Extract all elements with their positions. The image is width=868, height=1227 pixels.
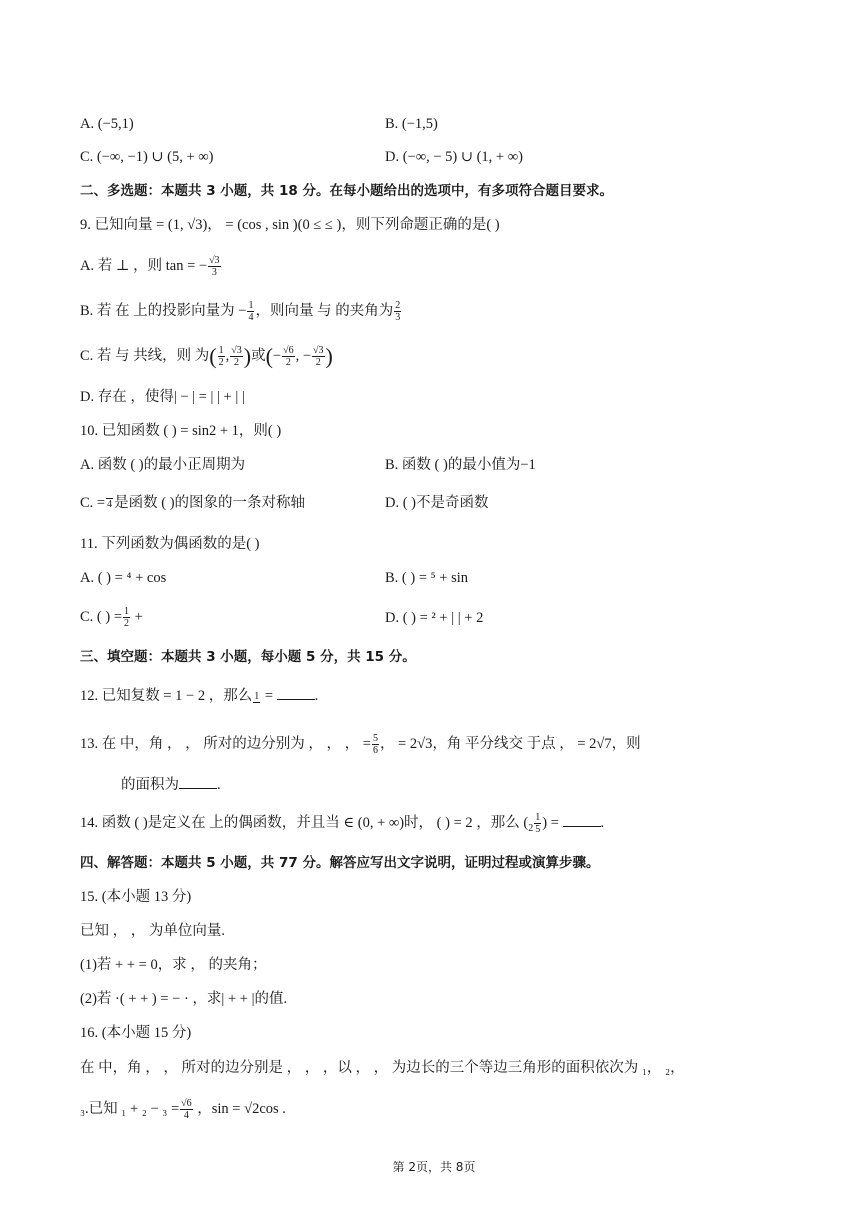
denominator: 6 xyxy=(372,745,378,756)
q9-c-frac-1 xyxy=(218,345,225,368)
numerator: 1 xyxy=(535,812,541,824)
q11-option-c-text: C. ( ) = xyxy=(80,608,123,625)
denominator: 4 xyxy=(183,1110,189,1121)
q9-option-b-text: B. 若 在 上的投影向量为 − xyxy=(80,302,247,319)
numerator: 1 xyxy=(124,606,130,617)
q13-line-1 xyxy=(80,733,641,756)
q9-c-frac-2 xyxy=(230,345,243,368)
numerator: √3 xyxy=(313,345,324,356)
q13-line-2 xyxy=(121,774,221,795)
q10-option-d: D. ( )不是奇函数 xyxy=(385,495,489,511)
q8-option-a: A. (−5,1) xyxy=(80,116,134,132)
section-heading-multiple-choice: 二、多选题：本题共 3 小题，共 18 分。在每小题给出的选项中，有多项符合题目要求。 xyxy=(80,183,613,199)
q11-option-c-fraction xyxy=(123,606,130,629)
denominator: 4 xyxy=(107,498,113,510)
denominator: 3 xyxy=(395,312,401,323)
denominator: 2 xyxy=(218,357,224,368)
section-heading-answers: 四、解答题：本题共 5 小题，共 77 分。解答应写出文字说明，证明过程或演算步骤。 xyxy=(80,855,600,871)
q16-title: 16. (本小题 15 分) xyxy=(80,1025,192,1041)
q9-option-a-fraction xyxy=(208,255,221,278)
q16-fraction xyxy=(180,1098,193,1121)
q14-log-base: 2 xyxy=(528,822,534,834)
denominator: 2 xyxy=(124,618,130,629)
q15-title: 15. (本小题 13 分) xyxy=(80,889,192,905)
q13-answer-blank xyxy=(179,774,217,789)
q9-stem: 9. 已知向量 = (1, √3)， = (cos , sin )(0 ≤ ≤ )，则下列命题正确的是( ) xyxy=(80,217,500,233)
q13-text-end: . xyxy=(217,777,221,793)
q11-option-d: D. ( ) = ² + | | + 2 xyxy=(385,610,484,626)
q12-fraction xyxy=(253,691,260,703)
q16-text-post: ，sin = √2cos . xyxy=(193,1100,286,1117)
q9-c-frac-3 xyxy=(282,345,295,368)
q16-line-2 xyxy=(80,1098,286,1121)
section-heading-fill-in: 三、填空题：本题共 3 小题，每小题 5 分，共 15 分。 xyxy=(80,649,416,665)
q9-option-a xyxy=(80,255,222,278)
q9-option-c-or: 或 xyxy=(251,347,266,364)
q10-option-c-fraction xyxy=(106,498,113,510)
q10-stem: 10. 已知函数 ( ) = sin2 + 1，则( ) xyxy=(80,423,282,439)
q15-line-1: 已知 ， ， 为单位向量. xyxy=(80,923,225,939)
q14-text: 14. 函数 ( )是定义在 上的偶函数，并且当 ∈ (0, + ∞)时， ( ) = 2 ，那么 ( xyxy=(80,815,529,831)
q14-text-post: ) = xyxy=(542,815,563,831)
q14-answer-blank xyxy=(563,812,601,827)
q16-line-1: 在 中，角 ， ， 所对的边分别是 ， ， ，以 ， ， 为边长的三个等边三角形的面积依次为 ₁， ₂， xyxy=(80,1060,685,1076)
numerator: √3 xyxy=(209,255,220,266)
q8-option-d: D. (−∞, − 5) ∪ (1, + ∞) xyxy=(385,149,523,165)
q13-fraction xyxy=(372,733,379,756)
q9-option-b-fraction-1 xyxy=(247,300,254,323)
q13-line-2-text: 的面积为 xyxy=(121,777,179,793)
q10-option-a: A. 函数 ( )的最小正周期为 xyxy=(80,457,246,473)
denominator: 2 xyxy=(285,357,291,368)
numerator: √6 xyxy=(181,1098,192,1109)
q12-text-post: = xyxy=(261,688,277,704)
numerator: √6 xyxy=(283,345,294,356)
numerator: 1 xyxy=(254,690,260,702)
q12-text-end: . xyxy=(314,688,319,704)
q10-option-c xyxy=(80,493,305,513)
q10-option-c-text-post: 是函数 ( )的图象的一条对称轴 xyxy=(114,495,306,511)
numerator: 2 xyxy=(395,300,401,311)
denominator: 5 xyxy=(535,824,541,836)
q14 xyxy=(80,812,604,839)
numerator: 1 xyxy=(218,345,224,356)
q9-option-c-text: C. 若 与 共线，则 为 xyxy=(80,347,210,364)
q9-option-a-text: A. 若 ⊥ ，则 tan = − xyxy=(80,257,208,274)
q9-option-b-text-mid: ，则向量 与 的夹角为 xyxy=(255,302,394,319)
q10-option-b: B. 函数 ( )的最小值为−1 xyxy=(385,457,536,473)
q16-text: ₃.已知 ₁ + ₂ − ₃ = xyxy=(80,1100,180,1117)
denominator: 4 xyxy=(248,312,254,323)
q9-option-b-fraction-2 xyxy=(394,300,401,323)
page-footer: 第 2页，共 8页 xyxy=(392,1160,476,1174)
q9-option-d: D. 存在 ，使得| − | = | | + | | xyxy=(80,389,245,405)
denominator: 3 xyxy=(211,267,217,278)
q13-text: 13. 在 中，角 ， ， 所对的边分别为 ， ， ， = xyxy=(80,735,371,752)
numerator: 5 xyxy=(372,733,378,744)
q13-text-mid: ， = 2√3，角 平分线交 于点 ， = 2√7，则 xyxy=(379,735,641,752)
q14-text-end: . xyxy=(600,815,605,831)
q9-option-c: C. 若 与 共线，则 为( $\frac{1}{2}$ , $\frac{√3}{2}$ )或(− $\frac{√6}{2}$ , − $\frac{√3}{2}$ ) xyxy=(80,343,333,369)
denominator: 2 xyxy=(315,357,321,368)
q14-fraction xyxy=(534,812,541,835)
paren-close: ) xyxy=(243,343,252,369)
q11-option-a: A. ( ) = ⁴ + cos xyxy=(80,570,167,586)
q9-option-b xyxy=(80,300,402,323)
numerator: √3 xyxy=(231,345,242,356)
numerator: 1 xyxy=(248,300,254,311)
paren-close: ) xyxy=(325,343,333,369)
q12-answer-blank xyxy=(277,685,315,700)
q15-line-2: (1)若 + + = 0，求 ， 的夹角； xyxy=(80,957,267,973)
q11-option-b: B. ( ) = ⁵ + sin xyxy=(385,570,469,586)
q9-c-frac-4 xyxy=(312,345,325,368)
q11-stem: 11. 下列函数为偶函数的是( ) xyxy=(80,536,260,552)
q11-option-c xyxy=(80,606,143,629)
denominator: 2 xyxy=(234,357,239,368)
q12-text: 12. 已知复数 = 1 − 2 ，那么 xyxy=(80,688,253,704)
q8-option-b: B. (−1,5) xyxy=(385,116,438,132)
q11-option-c-text-post: + xyxy=(131,608,143,625)
paren-open: ( xyxy=(209,343,217,369)
paren-open: ( xyxy=(265,343,273,369)
q15-line-3: (2)若 ·( + + ) = − · ，求| + + |的值. xyxy=(80,991,288,1007)
q12 xyxy=(80,685,318,706)
q10-option-c-text: C. = xyxy=(80,495,106,511)
q8-option-c: C. (−∞, −1) ∪ (5, + ∞) xyxy=(80,149,214,165)
